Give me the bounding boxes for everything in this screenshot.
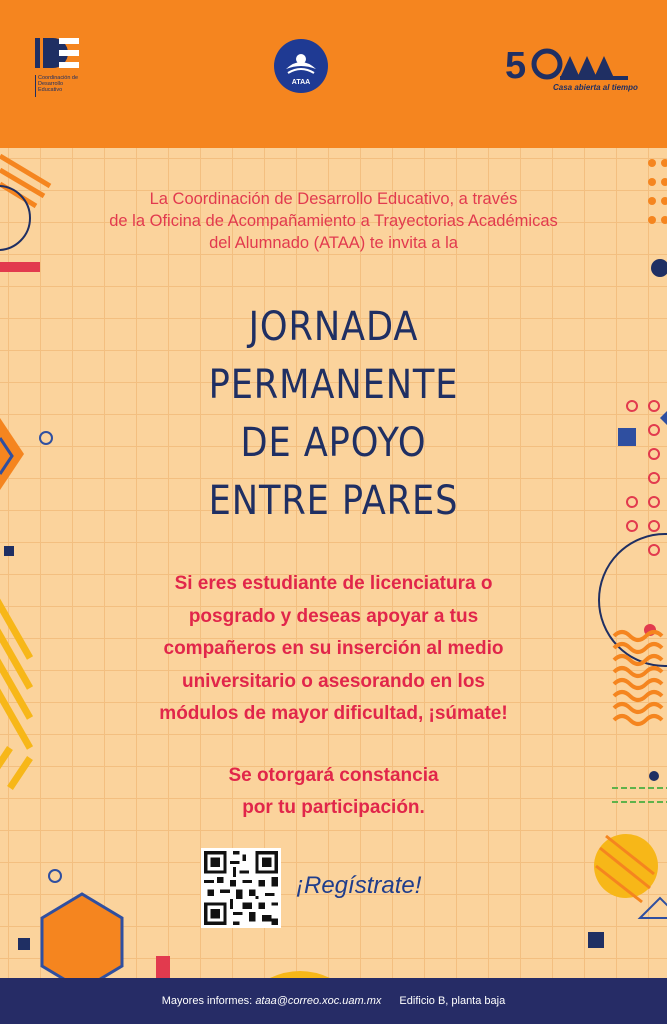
certificate-text [150,760,517,824]
intro-text [60,188,607,254]
footer-info-prefix: Mayores informes: [161,995,253,1007]
poster-body [0,148,667,978]
uam-50-mark-icon [505,38,635,84]
qr-code[interactable] [201,848,281,928]
intro-line-1: La Coordinación de Desarrollo Educativo, a través [149,190,518,208]
header-bar [0,0,667,148]
title-line-3: DE APOYO [240,420,427,466]
decorative-shapes [0,148,667,978]
cde-logo-icon [35,38,79,68]
footer-info [162,995,382,1007]
body-line-2: posgrado y deseas apoyar a tus [188,605,479,627]
dots-top-right [648,159,667,224]
body-line-5: módulos de mayor dificultad, ¡súmate! [159,703,508,724]
title-line-4: ENTRE PARES [208,478,459,524]
event-title [110,298,556,530]
dot-navy-right [651,259,667,277]
bar-top-left [0,262,40,272]
certificate-line-1: Se otorgará constancia [228,765,439,786]
body-line-3: compañeros en su inserción al medio [163,638,504,659]
invitation-text [100,568,567,731]
uam-50-logo [505,38,638,98]
register-link[interactable]: ¡Regístrate! [296,872,422,899]
hexagon-bottom-left [42,894,122,978]
title-line-1: JORNADA [248,304,419,350]
stripes-top-left [0,156,50,206]
svg-text:5: 5 [505,45,527,84]
circles-right-red [627,401,659,555]
body-line-4: universitario o asesorando en los [181,670,486,692]
ataa-logo-label: ATAA [291,79,311,86]
intro-line-2: de la Oficina de Acompañamiento a Trayectorias Académicas [109,212,558,230]
certificate-line-2: por tu participación. [242,797,425,818]
body-line-1: Si eres estudiante de licenciatura o [174,573,493,594]
intro-line-3: del Alumnado (ATAA) te invita a la [209,234,458,252]
stripes-left-yellow [0,588,30,788]
footer-location: Edificio B, planta baja [399,995,506,1007]
cde-logo-caption: Coordinación de Desarrollo Educativo [35,75,79,97]
title-line-2: PERMANENTE [208,362,459,408]
zigzag-right [614,632,662,724]
uam-tagline: Casa abierta al tiempo [553,83,638,92]
footer-email-link[interactable]: ataa@correo.xoc.uam.mx [255,995,382,1007]
ataa-logo [274,39,328,93]
footer-bar [0,978,667,1024]
cde-logo [35,38,79,94]
qr-code-icon [201,848,281,928]
